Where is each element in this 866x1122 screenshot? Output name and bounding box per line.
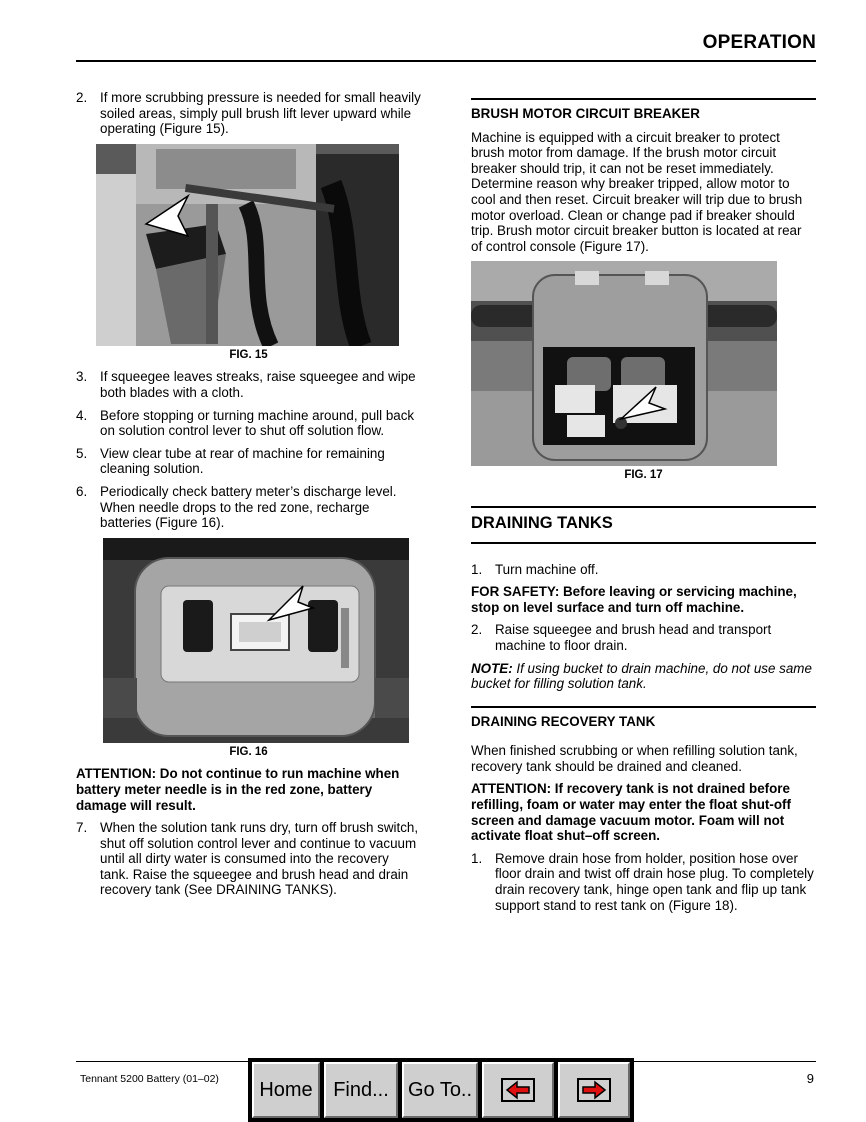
figure-17-caption: FIG. 17 xyxy=(624,469,663,482)
step-number: 1. xyxy=(471,850,483,866)
step-number: 1. xyxy=(471,561,483,577)
previous-page-button[interactable] xyxy=(482,1062,554,1118)
step-text: If squeegee leaves streaks, raise squeegee and wipe both blades with a cloth. xyxy=(100,369,416,400)
note-label: NOTE: xyxy=(471,660,513,676)
figure-16-photo xyxy=(103,538,409,743)
home-button[interactable]: Home xyxy=(252,1062,320,1118)
attention-battery: ATTENTION: Do not continue to run machine when battery meter needle is in the red zone, battery damage will result. xyxy=(76,766,400,813)
find-button[interactable]: Find... xyxy=(324,1062,398,1118)
step-text: Before stopping or turning machine around, pull back on solution control lever to shut off solution flow. xyxy=(100,407,415,439)
right-column xyxy=(471,98,816,920)
step-number: 2. xyxy=(471,622,483,638)
recovery-heading: DRAINING RECOVERY TANK xyxy=(471,713,656,729)
step-text: Periodically check battery meter’s discharge level. When needle drops to the red zone, recharge batteries (Figure 16). xyxy=(100,483,397,531)
recovery-attention: ATTENTION: If recovery tank is not drained before refilling, foam or water may enter the float shut-off screen and damage vacuum motor. Foam will not activate float shut–off screen. xyxy=(471,781,791,844)
recovery-text: When finished scrubbing or when refilling solution tank, recovery tank should be drained and cleaned. xyxy=(471,743,798,774)
drain-step-1 xyxy=(471,562,816,578)
step-number: 4. xyxy=(76,407,88,423)
step-text: Remove drain hose from holder, position hose over floor drain and twist off drain hose plug. To completely drain recovery tank, hinge open tank and flip up tank support stand to rest tank on (Figure 18). xyxy=(495,850,814,913)
step-text: Turn machine off. xyxy=(495,561,599,577)
goto-button[interactable]: Go To.. xyxy=(402,1062,478,1118)
figure-16-caption: FIG. 16 xyxy=(229,745,268,758)
step-number: 3. xyxy=(76,369,88,385)
recovery-step-1 xyxy=(471,851,816,913)
figure-15-photo xyxy=(96,144,399,346)
drain-step-2 xyxy=(471,622,816,653)
breaker-heading: BRUSH MOTOR CIRCUIT BREAKER xyxy=(471,106,700,121)
draining-tanks-heading: DRAINING TANKS xyxy=(471,513,613,532)
step-number: 2. xyxy=(76,90,88,105)
section-rule xyxy=(471,542,816,544)
navigation-bar xyxy=(248,1058,634,1122)
figure-17-photo xyxy=(471,261,777,466)
safety-notice: FOR SAFETY: Before leaving or servicing machine, stop on level surface and turn off machine. xyxy=(471,584,797,615)
step-text: Raise squeegee and brush head and transport machine to floor drain. xyxy=(495,622,772,653)
step-text: If more scrubbing pressure is needed for small heavily soiled areas, simply pull brush lift lever upward while operating (Figure 15). xyxy=(100,90,421,137)
footer-document-name: Tennant 5200 Battery (01–02) xyxy=(80,1073,219,1085)
step-number: 6. xyxy=(76,483,88,499)
note xyxy=(471,661,816,692)
next-page-button[interactable] xyxy=(558,1062,630,1118)
step-6 xyxy=(76,484,421,531)
step-text: When the solution tank runs dry, turn off brush switch, shut off solution control lever and continue to vacuum until all dirty water is consumed into the recovery tank. Raise the squeegee and brush head and drain recovery tank (See DRAINING TANKS). xyxy=(100,820,419,898)
arrow-right-icon xyxy=(577,1078,611,1102)
step-number: 7. xyxy=(76,820,88,836)
step-3 xyxy=(76,369,421,400)
section-title: OPERATION xyxy=(702,32,816,53)
step-7 xyxy=(76,820,421,898)
breaker-text: Machine is equipped with a circuit breaker to protect brush motor from damage. If the brush motor circuit breaker should trip, it can not be reset immediately. Determine reason why breaker tripped, allow motor to cool and then reset. Circuit breaker will trip due to brush motor overload. Clean or change pad if breaker should trip. Brush motor circuit breaker button is located at rear of control console (Figure 17). xyxy=(471,129,803,254)
arrow-left-icon xyxy=(501,1078,535,1102)
step-text: View clear tube at rear of machine for remaining cleaning solution. xyxy=(100,445,385,477)
step-4 xyxy=(76,408,421,439)
step-number: 5. xyxy=(76,445,88,461)
step-2 xyxy=(76,90,421,137)
left-column xyxy=(76,90,421,905)
page-number: 9 xyxy=(806,1071,814,1086)
figure-15-caption: FIG. 15 xyxy=(229,348,268,361)
header-rule xyxy=(76,60,816,62)
note-text: If using bucket to drain machine, do not use same bucket for filling solution tank. xyxy=(471,660,812,692)
step-5 xyxy=(76,446,421,477)
